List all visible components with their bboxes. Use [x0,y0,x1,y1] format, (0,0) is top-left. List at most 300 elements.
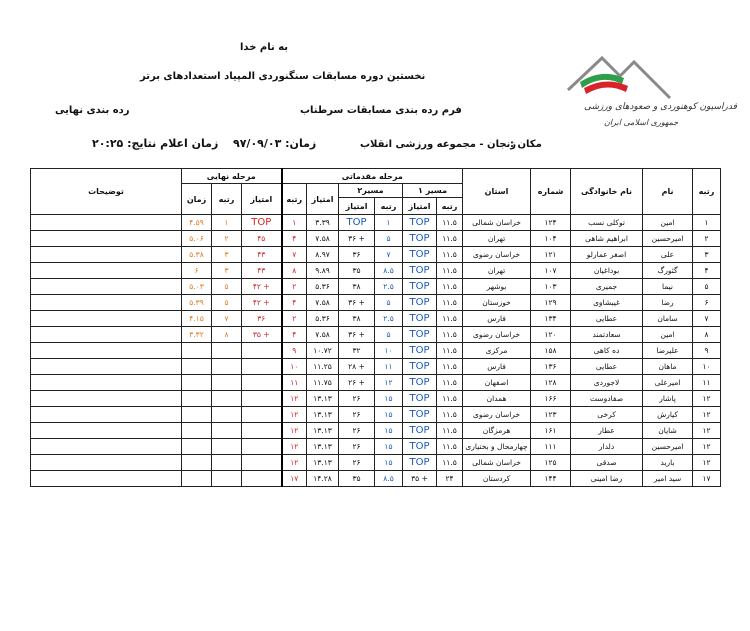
cell-name: شایان [643,423,693,439]
col-name: نام [643,169,693,215]
cell-family: سعادتمند [571,327,643,343]
cell-prs: ۷.۵۸ [307,231,339,247]
cell-num: ۱۲۳ [531,407,571,423]
cell-note [31,327,182,343]
col-final-score: امتیاز [242,184,282,215]
cell-fs: TOP [242,215,282,231]
place-label: مکان : [510,139,542,150]
cell-r2r: ۱ [375,215,403,231]
col-notes: توضیحات [31,169,182,215]
cell-r2s: + ۲۶ [339,375,375,391]
cell-fr [212,407,242,423]
cell-r2r: ۲.۵ [375,311,403,327]
cell-ft [182,359,212,375]
cell-r2r: ۸.۵ [375,263,403,279]
cell-prs: ۷.۵۸ [307,327,339,343]
col-route1: مسیر ۱ [403,184,463,198]
col-r1-rank: رتبه [437,198,463,215]
cell-r2s: ۲۶ [339,455,375,471]
cell-name: امیرحسین [643,231,693,247]
table-row [31,359,721,375]
table-row [31,407,721,423]
cell-prov: کردستان [463,471,531,487]
cell-r1s: TOP [403,375,437,391]
cell-ft [182,407,212,423]
cell-num: ۱۲۸ [531,375,571,391]
col-province: استان [463,169,531,215]
table-row [31,439,721,455]
cell-prr: ۱۲ [282,455,307,471]
cell-fs: + ۳۵ [242,327,282,343]
cell-prr: ۱۲ [282,407,307,423]
col-r2-score: امتیاز [339,198,375,215]
table-row [31,455,721,471]
cell-num: ۱۲۹ [531,295,571,311]
cell-r1s: TOP [403,391,437,407]
cell-r2s: + ۳۶ [339,231,375,247]
cell-note [31,359,182,375]
cell-prov: خوزستان [463,295,531,311]
cell-prs: ۹.۸۹ [307,263,339,279]
cell-ft [182,423,212,439]
cell-rank: ۹ [693,343,721,359]
cell-prr: ۱۷ [282,471,307,487]
cell-ft: ۴.۵۹ [182,215,212,231]
date-text: زمان: ۹۷/۰۹/۰۳ [233,137,317,150]
cell-r1r: ۱۱.۵ [437,375,463,391]
cell-note [31,439,182,455]
cell-num: ۱۴۴ [531,471,571,487]
cell-fr: ۳ [212,263,242,279]
cell-rank: ۲ [693,231,721,247]
cell-fs: ۴۳ [242,247,282,263]
cell-r1s: TOP [403,231,437,247]
table-row [31,375,721,391]
cell-fs [242,359,282,375]
cell-note [31,263,182,279]
cell-fr: ۱ [212,215,242,231]
cell-prr: ۴ [282,231,307,247]
cell-ft: ۳.۳۲ [182,327,212,343]
col-final: مرحله نهایی [182,169,282,184]
col-prelim-rank: رتبه [282,184,307,215]
logo-text-line2: جمهوری اسلامی ایران [604,118,679,127]
cell-name: سامان [643,311,693,327]
cell-r2r: ۱۲ [375,375,403,391]
cell-r2s: + ۲۸ [339,359,375,375]
cell-r2r: ۱۵ [375,407,403,423]
col-rank: رتبه [693,169,721,215]
cell-rank: ۱۲ [693,407,721,423]
cell-r1s: TOP [403,423,437,439]
cell-note [31,423,182,439]
cell-rank: ۱۱ [693,375,721,391]
cell-r2s: ۲۶ [339,391,375,407]
cell-r1r: ۱۱.۵ [437,391,463,407]
results-rows [31,215,721,487]
cell-note [31,295,182,311]
cell-fr [212,375,242,391]
col-route2: مسیر۲ [339,184,403,198]
cell-fr [212,343,242,359]
cell-r1r: ۲۴ [437,471,463,487]
cell-r1s: TOP [403,215,437,231]
cell-r2s: + ۳۶ [339,327,375,343]
cell-rank: ۶ [693,295,721,311]
cell-prr: ۹ [282,343,307,359]
cell-prr: ۴ [282,295,307,311]
cell-num: ۱۰۴ [531,231,571,247]
cell-prr: ۷ [282,247,307,263]
cell-fs: + ۴۲ [242,279,282,295]
cell-ft [182,375,212,391]
cell-prov: هرمزگان [463,423,531,439]
cell-r1s: TOP [403,311,437,327]
cell-r2r: ۸.۵ [375,471,403,487]
cell-prr: ۸ [282,263,307,279]
cell-rank: ۷ [693,311,721,327]
cell-prs: ۱۳.۱۳ [307,455,339,471]
cell-fs: ۳۶ [242,311,282,327]
main-title: نخستین دوره مسابقات سنگنوردی المپیاد استعدادهای برتر [140,71,426,82]
cell-ft: ۵.۰۶ [182,231,212,247]
cell-rank: ۱۲ [693,391,721,407]
cell-rank: ۱۷ [693,471,721,487]
cell-prs: ۸.۹۷ [307,247,339,263]
cell-r2s: ۳۸ [339,311,375,327]
cell-family: اصغر عمارلو [571,247,643,263]
cell-r1r: ۱۱.۵ [437,231,463,247]
cell-fr: ۵ [212,295,242,311]
cell-prov: خراسان رضوی [463,327,531,343]
cell-ft [182,455,212,471]
logo-text-line1: فدراسیون کوهنوردی و صعودهای ورزشی [584,102,737,112]
cell-r2s: + ۳۶ [339,295,375,311]
cell-name: نیما [643,279,693,295]
cell-r1r: ۱۱.۵ [437,455,463,471]
cell-prr: ۱۰ [282,359,307,375]
cell-num: ۱۰۳ [531,279,571,295]
cell-prov: تهران [463,263,531,279]
cell-prs: ۱۳.۱۳ [307,407,339,423]
cell-rank: ۴ [693,263,721,279]
cell-num: ۱۶۶ [531,391,571,407]
cell-r1r: ۱۱.۵ [437,311,463,327]
cell-ft [182,391,212,407]
cell-note [31,391,182,407]
cell-note [31,247,182,263]
table-row [31,247,721,263]
cell-prs: ۱۱.۲۵ [307,359,339,375]
cell-rank: ۱۰ [693,359,721,375]
cell-ft: ۵.۳۸ [182,247,212,263]
cell-prov: بوشهر [463,279,531,295]
cell-rank: ۱۲ [693,423,721,439]
cell-prr: ۱۲ [282,439,307,455]
cell-note [31,471,182,487]
cell-name: علی [643,247,693,263]
cell-note [31,375,182,391]
cell-note [31,311,182,327]
cell-r2r: ۱۰ [375,343,403,359]
cell-r2s: ۲۶ [339,423,375,439]
cell-prov: مرکزی [463,343,531,359]
cell-fs [242,455,282,471]
cell-r2s: ۳۵ [339,471,375,487]
col-final-rank: رتبه [212,184,242,215]
cell-name: ماهان [643,359,693,375]
cell-fs: ۴۳ [242,263,282,279]
cell-prr: ۲ [282,311,307,327]
cell-fr: ۸ [212,327,242,343]
cell-fr: ۷ [212,311,242,327]
cell-rank: ۳ [693,247,721,263]
cell-note [31,279,182,295]
cell-prs: ۱۴.۲۸ [307,471,339,487]
cell-r2r: ۱۵ [375,439,403,455]
cell-note [31,455,182,471]
cell-prr: ۴ [282,327,307,343]
cell-family: غیبشاوی [571,295,643,311]
cell-r2r: ۱۵ [375,455,403,471]
cell-prr: ۱۱ [282,375,307,391]
cell-r1r: ۱۱.۵ [437,279,463,295]
table-row [31,343,721,359]
cell-prs: ۱۳.۱۳ [307,391,339,407]
table-row [31,471,721,487]
cell-fr [212,471,242,487]
cell-name: کیارش [643,407,693,423]
place-value: زنجان - مجموعه ورزشی انقلاب [360,139,517,150]
cell-family: لاجوردی [571,375,643,391]
cell-r1s: TOP [403,295,437,311]
cell-rank: ۵ [693,279,721,295]
cell-family: ابراهیم شاهی [571,231,643,247]
cell-prov: اصفهان [463,375,531,391]
cell-family: توکلی نسب [571,215,643,231]
table-row [31,311,721,327]
cell-rank: ۱۲ [693,455,721,471]
cell-num: ۱۱۱ [531,439,571,455]
cell-fr [212,455,242,471]
cell-prs: ۷.۵۸ [307,295,339,311]
cell-ft [182,471,212,487]
cell-family: صدقی [571,455,643,471]
cell-num: ۱۰۷ [531,263,571,279]
cell-r1s: TOP [403,359,437,375]
cell-family: صفادوست [571,391,643,407]
cell-prs: ۵.۳۶ [307,279,339,295]
cell-r2r: ۲.۵ [375,279,403,295]
cell-r2r: ۵ [375,295,403,311]
cell-ft: ۴.۱۵ [182,311,212,327]
cell-ft: ۵.۳۹ [182,295,212,311]
col-r1-score: امتیاز [403,198,437,215]
table-row [31,295,721,311]
cell-r1r: ۱۱.۵ [437,263,463,279]
cell-family: عطایی [571,359,643,375]
table-row [31,391,721,407]
cell-r2r: ۱۵ [375,391,403,407]
cell-family: کرخی [571,407,643,423]
cell-prov: فارس [463,311,531,327]
cell-prr: ۱۲ [282,423,307,439]
col-number: شماره [531,169,571,215]
cell-r1r: ۱۱.۵ [437,215,463,231]
cell-r2r: ۵ [375,327,403,343]
col-family: نام خانوادگی [571,169,643,215]
cell-fs [242,407,282,423]
cell-name: امین [643,215,693,231]
cell-r1r: ۱۱.۵ [437,247,463,263]
cell-prs: ۱۱.۷۵ [307,375,339,391]
rank-type: رده بندی نهایی [55,105,130,116]
col-r2-rank: رتبه [375,198,403,215]
cell-prov: خراسان رضوی [463,407,531,423]
cell-r2s: ۳۸ [339,279,375,295]
cell-prov: همدان [463,391,531,407]
col-final-time: زمان [182,184,212,215]
cell-r1r: ۱۱.۵ [437,407,463,423]
form-title: فرم رده بندی مسابقات سرطناب [300,105,462,116]
cell-fr [212,439,242,455]
cell-r1r: ۱۱.۵ [437,423,463,439]
cell-fr [212,423,242,439]
cell-name: سید امیر [643,471,693,487]
cell-family: بوداغیان [571,263,643,279]
cell-r1s: TOP [403,407,437,423]
cell-r1s: TOP [403,455,437,471]
col-prelim-score: امتیاز [307,184,339,215]
cell-r1r: ۱۱.۵ [437,327,463,343]
cell-note [31,215,182,231]
table-row [31,279,721,295]
cell-prr: ۲ [282,279,307,295]
cell-r1r: ۱۱.۵ [437,359,463,375]
cell-r1r: ۱۱.۵ [437,295,463,311]
cell-r1s: + ۳۵ [403,471,437,487]
cell-prov: خراسان رضوی [463,247,531,263]
cell-num: ۱۲۱ [531,247,571,263]
cell-rank: ۱۲ [693,439,721,455]
cell-name: امین [643,327,693,343]
cell-family: عطار [571,423,643,439]
cell-prs: ۱۳.۱۳ [307,423,339,439]
cell-prs: ۱۳.۱۳ [307,439,339,455]
cell-ft [182,439,212,455]
cell-fs [242,423,282,439]
cell-prov: خراسان شمالی [463,215,531,231]
cell-name: رضا [643,295,693,311]
table-row [31,215,721,231]
cell-fs [242,439,282,455]
cell-r1s: TOP [403,279,437,295]
cell-prov: چهارمحال و بختیاری [463,439,531,455]
cell-r1s: TOP [403,263,437,279]
cell-prr: ۱ [282,215,307,231]
cell-rank: ۸ [693,327,721,343]
cell-family: دلدار [571,439,643,455]
cell-r2s: ۳۲ [339,343,375,359]
cell-name: بارید [643,455,693,471]
cell-num: ۱۲۰ [531,327,571,343]
cell-name: پاشار [643,391,693,407]
cell-prov: خراسان شمالی [463,455,531,471]
cell-fr: ۲ [212,231,242,247]
cell-ft: ۶ [182,263,212,279]
cell-prov: فارس [463,359,531,375]
cell-prr: ۱۲ [282,391,307,407]
cell-family: ده کاهی [571,343,643,359]
cell-r2r: ۷ [375,247,403,263]
cell-r2s: ۲۶ [339,407,375,423]
cell-r2r: ۱۱ [375,359,403,375]
cell-r2s: TOP [339,215,375,231]
cell-fr [212,391,242,407]
cell-fs: + ۴۲ [242,295,282,311]
cell-num: ۱۳۶ [531,359,571,375]
cell-family: رضا امینی [571,471,643,487]
cell-r1s: TOP [403,327,437,343]
cell-num: ۱۲۴ [531,215,571,231]
cell-prs: ۳.۳۹ [307,215,339,231]
cell-note [31,231,182,247]
cell-fr [212,359,242,375]
cell-r1s: TOP [403,343,437,359]
cell-ft [182,343,212,359]
cell-fs [242,471,282,487]
col-prelim: مرحله مقدماتی [282,169,463,184]
cell-name: امیرعلی [643,375,693,391]
result-time: زمان اعلام نتایج: ۲۰:۲۵ [92,137,219,150]
cell-r2r: ۵ [375,231,403,247]
cell-num: ۱۲۵ [531,455,571,471]
table-row [31,231,721,247]
cell-prov: تهران [463,231,531,247]
cell-family: عطایی [571,311,643,327]
cell-num: ۱۳۴ [531,311,571,327]
cell-r1r: ۱۱.۵ [437,343,463,359]
cell-num: ۱۶۱ [531,423,571,439]
cell-r1r: ۱۱.۵ [437,439,463,455]
table-row [31,327,721,343]
cell-note [31,407,182,423]
table-row [31,263,721,279]
table-row [31,423,721,439]
results-table [30,168,721,487]
cell-fr: ۵ [212,279,242,295]
cell-fs: ۴۵ [242,231,282,247]
cell-r2r: ۱۵ [375,423,403,439]
cell-note [31,343,182,359]
cell-fr: ۳ [212,247,242,263]
cell-family: جمیری [571,279,643,295]
cell-fs [242,391,282,407]
cell-name: امیرحسین [643,439,693,455]
cell-fs [242,343,282,359]
cell-prs: ۵.۳۶ [307,311,339,327]
basmala: به نام خدا [240,42,289,53]
cell-r2s: ۳۶ [339,247,375,263]
cell-name: علیرضا [643,343,693,359]
cell-ft: ۵.۰۳ [182,279,212,295]
cell-fs [242,375,282,391]
cell-rank: ۱ [693,215,721,231]
cell-num: ۱۵۸ [531,343,571,359]
cell-r1s: TOP [403,247,437,263]
cell-r2s: ۲۶ [339,439,375,455]
cell-prs: ۱۰.۷۲ [307,343,339,359]
